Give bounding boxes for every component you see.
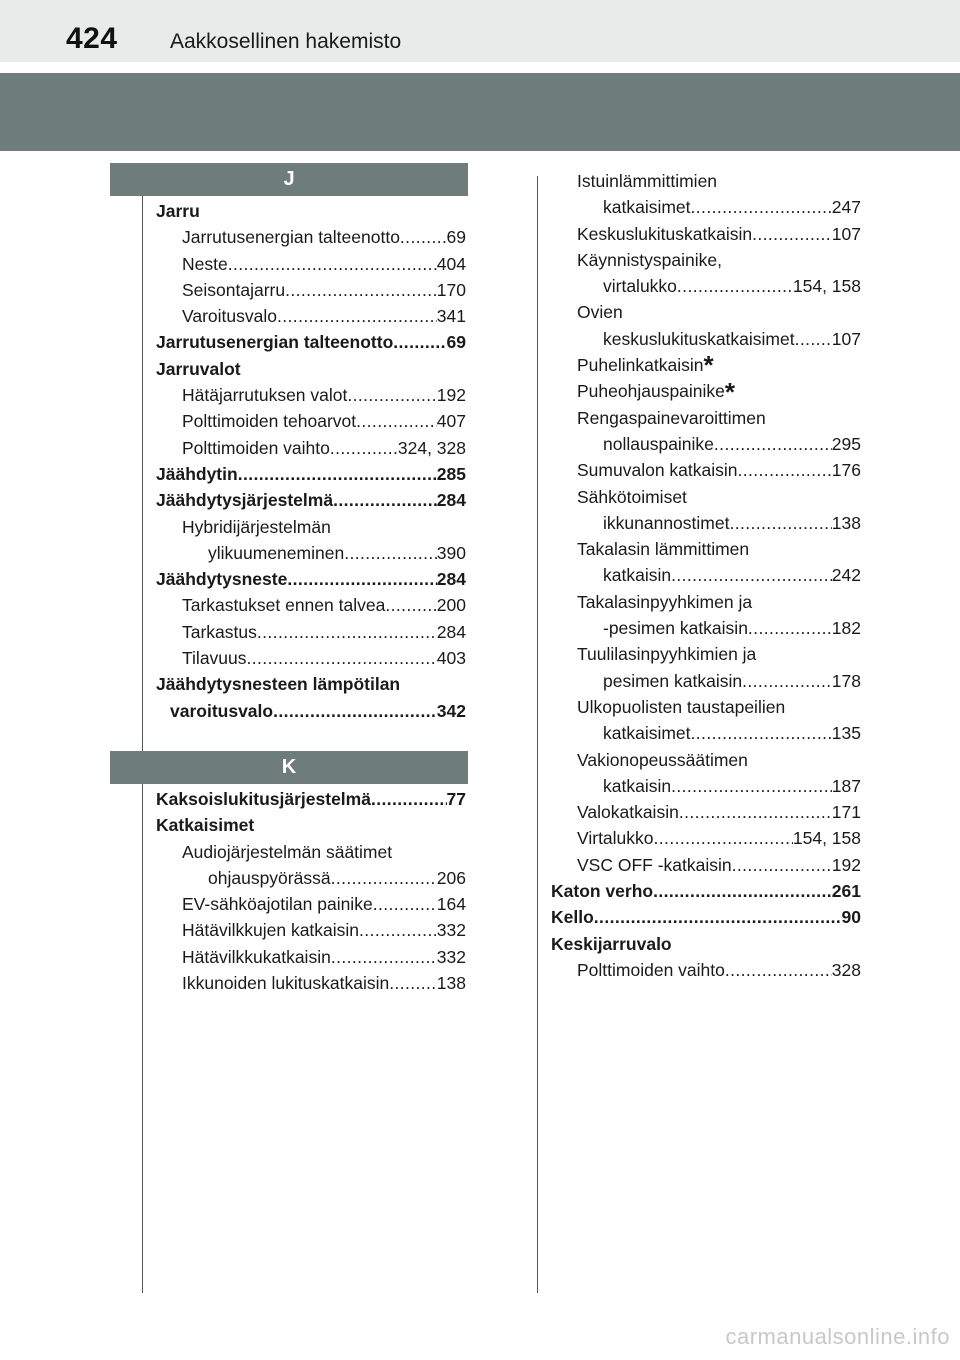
header-banner xyxy=(0,73,960,151)
dot-leader xyxy=(795,326,832,352)
page-title: Aakkosellinen hakemisto xyxy=(170,30,402,53)
index-entry-label: Rengaspainevaroittimen xyxy=(577,407,766,428)
dot-leader xyxy=(671,562,832,588)
index-entry xyxy=(156,891,466,917)
dot-leader xyxy=(732,852,832,878)
index-entry-label: virtalukko xyxy=(603,276,677,297)
index-entry xyxy=(156,356,466,382)
index-entry-label: varoitusvalo xyxy=(170,700,274,721)
index-entry xyxy=(156,329,466,355)
dot-leader xyxy=(359,917,437,943)
index-entry xyxy=(156,198,466,224)
index-entry-label: Tarkastukset ennen talvea xyxy=(182,595,386,616)
index-entry xyxy=(551,720,861,746)
index-entry xyxy=(551,273,861,299)
index-entry-label: Tarkastus xyxy=(182,621,257,642)
index-entry-page: 390 xyxy=(436,542,466,563)
index-entry-label: Seisontajarru xyxy=(182,279,286,300)
index-entry xyxy=(551,668,861,694)
section-letter-j: J xyxy=(110,163,468,196)
index-entry-label: Neste xyxy=(182,253,228,274)
index-entry xyxy=(551,589,861,615)
index-entry xyxy=(156,839,466,865)
index-entry-page: 404 xyxy=(436,253,466,274)
index-entry-label: ylikuumeneminen xyxy=(208,542,345,563)
dot-leader xyxy=(691,194,832,220)
index-entry-page: 332 xyxy=(436,946,466,967)
dot-leader xyxy=(287,566,436,592)
index-entry xyxy=(156,671,466,697)
index-entry-label: Audiojärjestelmän säätimet xyxy=(182,841,393,862)
index-entry-label: Jarrutusenergian talteenotto xyxy=(156,332,394,353)
index-entry xyxy=(551,431,861,457)
index-entry xyxy=(551,457,861,483)
index-entry-label: ikkunannostimet xyxy=(603,512,730,533)
index-entry-page: 187 xyxy=(831,775,861,796)
index-entry-label: Takalasin lämmittimen xyxy=(577,539,750,560)
index-entry-label: Valokatkaisin xyxy=(577,802,679,823)
index-entry-label: katkaisimet xyxy=(603,723,691,744)
index-entry-label: Puhelinkatkaisin xyxy=(577,355,704,376)
index-entry xyxy=(156,917,466,943)
index-entry-page: 284 xyxy=(436,621,466,642)
index-entry-page: 171 xyxy=(831,802,861,823)
index-entry-page: 90 xyxy=(841,907,861,928)
index-entry-page: 328 xyxy=(831,959,861,980)
index-entry xyxy=(156,487,466,513)
dot-leader xyxy=(400,224,447,250)
index-entry-page: 69 xyxy=(446,227,466,248)
index-entry-page: 242 xyxy=(831,565,861,586)
dot-leader xyxy=(273,698,437,724)
index-entry-label: Polttimoiden tehoarvot xyxy=(182,411,357,432)
index-entry-label: EV-sähköajotilan painike xyxy=(182,894,373,915)
index-entry-label: VSC OFF -katkaisin xyxy=(577,854,732,875)
index-entry-page: 284 xyxy=(436,490,466,511)
dot-leader xyxy=(742,668,832,694)
index-column-k xyxy=(156,786,466,996)
index-entry xyxy=(551,484,861,510)
index-entry-label: nollauspainike xyxy=(603,433,714,454)
dot-leader xyxy=(748,615,832,641)
index-entry xyxy=(156,566,466,592)
dot-leader xyxy=(277,303,437,329)
index-entry xyxy=(156,408,466,434)
index-entry xyxy=(551,773,861,799)
index-entry-page: 164 xyxy=(436,894,466,915)
dot-leader xyxy=(725,957,832,983)
index-entry-page: 341 xyxy=(436,306,466,327)
index-entry xyxy=(551,747,861,773)
index-entry-label: -pesimen katkaisin xyxy=(603,618,748,639)
index-entry-page: 77 xyxy=(446,789,466,809)
index-entry xyxy=(551,194,861,220)
index-entry xyxy=(551,957,861,983)
index-entry-label: Katon verho xyxy=(551,881,654,902)
dot-leader xyxy=(389,970,437,996)
index-entry-label: Hätäjarrutuksen valot xyxy=(182,385,348,406)
index-entry-label: katkaisin xyxy=(603,775,672,796)
index-entry-page: 295 xyxy=(831,433,861,454)
index-entry xyxy=(156,865,466,891)
index-entry-page: 192 xyxy=(831,854,861,875)
dot-leader xyxy=(691,720,832,746)
index-entry-label: Puheohjauspainike xyxy=(577,381,725,402)
dot-leader xyxy=(331,865,437,891)
index-entry-page: 324, 328 xyxy=(397,437,466,458)
index-entry-page: 284 xyxy=(436,569,466,590)
dot-leader xyxy=(330,435,398,461)
index-entry xyxy=(156,970,466,996)
index-entry xyxy=(551,852,861,878)
index-entry-page: 154, 158 xyxy=(792,828,861,849)
index-entry xyxy=(551,904,861,930)
index-entry xyxy=(551,350,861,381)
index-entry xyxy=(551,825,861,851)
index-entry xyxy=(156,277,466,303)
index-entry xyxy=(551,536,861,562)
index-entry-page: 403 xyxy=(436,648,466,669)
column-rule-left xyxy=(142,195,143,1293)
dot-leader xyxy=(594,904,842,930)
index-entry xyxy=(156,812,466,838)
footnote-asterisk: * xyxy=(724,376,736,407)
index-entry-label: Keskijarruvalo xyxy=(551,933,672,954)
index-entry-page: 261 xyxy=(831,881,861,902)
index-entry-label: Keskuslukituskatkaisin xyxy=(577,223,753,244)
index-entry-page: 200 xyxy=(436,595,466,616)
dot-leader xyxy=(356,408,437,434)
index-entry-page: 178 xyxy=(831,670,861,691)
index-entry xyxy=(551,221,861,247)
dot-leader xyxy=(347,382,436,408)
index-entry-label: Jäähdytysnesteen lämpötilan xyxy=(156,674,401,695)
index-entry-page: 247 xyxy=(831,197,861,218)
index-entry-label: Jarru xyxy=(156,201,200,221)
index-entry-label: Katkaisimet xyxy=(156,815,255,836)
index-entry-page: 407 xyxy=(436,411,466,432)
dot-leader xyxy=(729,510,831,536)
dot-leader xyxy=(333,487,437,513)
index-entry xyxy=(156,540,466,566)
index-entry-label: Sähkötoimiset xyxy=(577,486,687,507)
dot-leader xyxy=(714,431,832,457)
index-entry-label: Hätävilkkukatkaisin xyxy=(182,946,331,967)
index-entry xyxy=(551,510,861,536)
index-entry-label: Jäähdytysneste xyxy=(156,569,288,590)
index-entry-label: katkaisin xyxy=(603,565,672,586)
index-column-j xyxy=(156,198,466,724)
dot-leader xyxy=(679,799,832,825)
index-entry-page: 69 xyxy=(446,332,466,353)
index-entry-label: Ulkopuolisten taustapeilien xyxy=(577,696,786,717)
index-entry-page: 154, 158 xyxy=(792,276,861,297)
index-entry xyxy=(551,694,861,720)
index-entry xyxy=(156,592,466,618)
column-rule-middle xyxy=(537,176,538,1293)
dot-leader xyxy=(752,221,832,247)
index-entry-label: Käynnistyspainike, xyxy=(577,249,722,270)
index-entry xyxy=(551,799,861,825)
index-entry xyxy=(156,303,466,329)
index-entry-page: 206 xyxy=(436,867,466,888)
index-entry-label: Jäähdytysjärjestelmä xyxy=(156,490,334,511)
index-entry xyxy=(156,786,466,812)
index-entry-label: Polttimoiden vaihto xyxy=(577,959,725,980)
watermark: carmanualsonline.info xyxy=(725,1324,950,1349)
index-entry-label: Vakionopeussäätimen xyxy=(577,749,748,770)
index-entry xyxy=(156,224,466,250)
index-entry-label: Virtalukko xyxy=(577,828,654,849)
index-entry-page: 170 xyxy=(436,279,466,300)
index-entry xyxy=(156,619,466,645)
index-entry xyxy=(156,251,466,277)
index-entry-label: Istuinlämmittimien xyxy=(577,171,718,191)
index-entry-label: katkaisimet xyxy=(603,197,691,218)
dot-leader xyxy=(373,891,437,917)
dot-leader xyxy=(738,457,832,483)
index-entry-label: Hätävilkkujen katkaisin xyxy=(182,920,360,941)
dot-leader xyxy=(257,619,437,645)
dot-leader xyxy=(228,251,437,277)
dot-leader xyxy=(344,540,437,566)
index-entry xyxy=(156,698,466,724)
index-entry-page: 182 xyxy=(831,618,861,639)
index-entry-label: Polttimoiden vaihto xyxy=(182,437,330,458)
dot-leader xyxy=(238,461,437,487)
index-entry-label: ohjauspyörässä xyxy=(208,867,331,888)
index-column-right xyxy=(551,168,861,983)
index-entry xyxy=(551,931,861,957)
dot-leader xyxy=(393,329,446,355)
index-entry xyxy=(551,376,861,407)
index-entry-page: 135 xyxy=(831,723,861,744)
index-entry-label: Tilavuus xyxy=(182,648,247,669)
index-entry-label: pesimen katkaisin xyxy=(603,670,743,691)
index-entry-label: Sumuvalon katkaisin xyxy=(577,460,738,481)
index-entry xyxy=(156,382,466,408)
index-entry-label: Ovien xyxy=(577,302,623,323)
index-entry xyxy=(156,944,466,970)
index-entry-label: Ikkunoiden lukituskatkaisin xyxy=(182,973,390,994)
index-entry xyxy=(551,878,861,904)
index-entry xyxy=(551,641,861,667)
dot-leader xyxy=(371,786,447,812)
index-entry xyxy=(551,299,861,325)
dot-leader xyxy=(247,645,437,671)
index-entry xyxy=(156,461,466,487)
index-entry-label: Kaksoislukitusjärjestelmä xyxy=(156,789,371,809)
dot-leader xyxy=(654,825,793,851)
index-entry-label: Jarruvalot xyxy=(156,358,241,379)
dot-leader xyxy=(331,944,437,970)
index-entry-page: 285 xyxy=(436,463,466,484)
index-entry-page: 107 xyxy=(831,328,861,349)
index-entry-page: 342 xyxy=(436,700,466,721)
index-entry-label: Jarrutusenergian talteenotto xyxy=(182,227,400,248)
index-entry xyxy=(156,514,466,540)
index-entry-label: Hybridijärjestelmän xyxy=(182,516,331,537)
page-number: 424 xyxy=(66,22,118,55)
index-entry xyxy=(551,326,861,352)
dot-leader xyxy=(653,878,832,904)
index-entry xyxy=(551,615,861,641)
index-entry-page: 192 xyxy=(436,385,466,406)
section-letter-k: K xyxy=(110,751,468,784)
index-entry xyxy=(156,645,466,671)
index-entry-page: 138 xyxy=(831,512,861,533)
index-entry-page: 176 xyxy=(831,460,861,481)
dot-leader xyxy=(385,592,436,618)
index-entry-page: 107 xyxy=(831,223,861,244)
index-entry-label: Tuulilasinpyyhkimien ja xyxy=(577,644,757,665)
index-entry-label: Takalasinpyyhkimen ja xyxy=(577,591,753,612)
page-header xyxy=(0,0,960,62)
index-entry-label: keskuslukituskatkaisimet xyxy=(603,328,795,349)
index-entry-page: 138 xyxy=(436,973,466,994)
footnote-asterisk: * xyxy=(703,350,714,381)
dot-leader xyxy=(671,773,832,799)
index-entry xyxy=(551,562,861,588)
index-entry-label: Jäähdytin xyxy=(156,463,238,484)
index-entry-page: 332 xyxy=(436,920,466,941)
dot-leader xyxy=(285,277,437,303)
index-entry xyxy=(156,435,466,461)
index-entry xyxy=(551,405,861,431)
index-entry xyxy=(551,168,861,194)
index-entry xyxy=(551,247,861,273)
index-entry-label: Kello xyxy=(551,907,594,928)
dot-leader xyxy=(677,273,793,299)
index-entry-label: Varoitusvalo xyxy=(182,306,278,327)
